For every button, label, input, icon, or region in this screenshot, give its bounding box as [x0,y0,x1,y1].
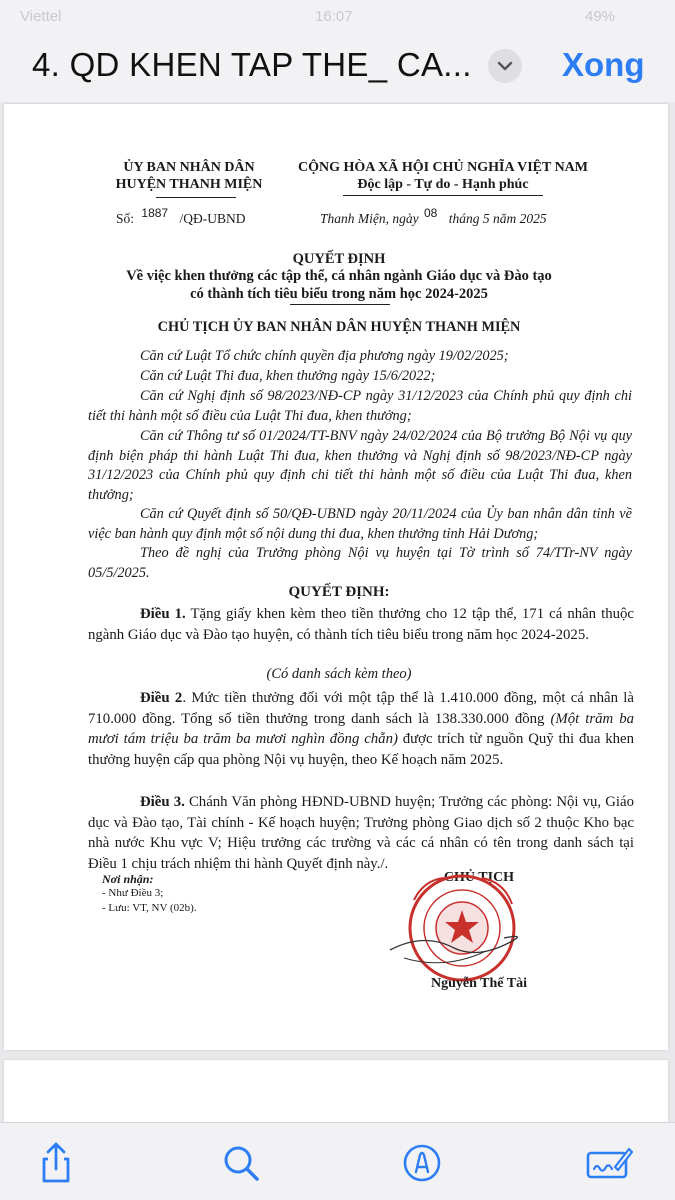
share-button[interactable] [34,1141,78,1185]
document-heading: QUYẾT ĐỊNH [292,251,386,267]
date-place: Thanh Miện, ngày [320,211,419,226]
document-page-2 [4,1060,668,1130]
search-icon [219,1141,263,1185]
carrier-label: Viettel [20,8,62,25]
seal-icon [384,860,534,990]
signature-icon [585,1141,633,1185]
document-page [4,104,668,1050]
recipient-1: - Như Điều 3; [102,887,164,899]
official-seal [384,860,534,990]
share-icon [34,1141,78,1185]
org-name: ỦY BAN NHÂN DÂN [123,160,255,175]
article-1-note: (Có danh sách kèm theo) [266,666,412,682]
doc-date [320,206,547,227]
document-viewer[interactable] [0,102,675,1122]
subject-line-2: có thành tích tiêu biểu trong năm học 2024-2025 [190,286,488,302]
clock: 16:07 [315,8,353,25]
recipients-label: Nơi nhận: [102,872,154,886]
article-3-label: Điều 3. [140,794,185,810]
basis-2: Căn cứ Luật Thi đua, khen thưởng ngày 15/6/2022; [140,368,436,384]
date-rest: tháng 5 năm 2025 [448,211,547,226]
date-day: 08 [424,206,438,220]
signer-name: Nguyễn Thế Tài [431,976,527,991]
bottom-toolbar [0,1122,675,1200]
header-underline-left [156,197,236,198]
subject-underline [290,304,390,305]
document-title: 4. QD KHEN TAP THE_ CA... [32,46,472,83]
article-2-text-2: được trích từ nguồn Quỹ thi đua khen thưởng huyện cấp qua phòng Nội vụ huyện, theo Kế hoạch năm 2025. [88,731,634,768]
article-1 [88,604,634,645]
decision-heading: QUYẾT ĐỊNH: [288,584,390,600]
nation-name: CỘNG HÒA XÃ HỘI CHỦ NGHĨA VIỆT NAM [297,160,588,175]
article-2-amount-words: (Một trăm ba mươi tám triệu ba trăm ba mươi nghìn đồng chẵn) [88,710,634,747]
status-bar [0,0,675,30]
article-2-label: Điều 2 [140,690,183,706]
markup-icon [400,1141,444,1185]
chevron-down-icon [497,60,513,72]
subject-line-1: Về việc khen thưởng các tập thể, cá nhân ngành Giáo dục và Đào tạo [126,268,552,284]
issuing-authority: CHỦ TỊCH ỦY BAN NHÂN DÂN HUYỆN THANH MIỆN [157,319,521,335]
nav-bar [0,30,675,102]
title-menu-button[interactable] [488,49,522,83]
district-name: HUYỆN THANH MIỆN [115,177,263,192]
done-button[interactable]: Xong [562,46,645,83]
doc-number-suffix: /QĐ-UBND [179,211,246,226]
battery-label: 49% [585,8,616,25]
article-2 [88,688,634,770]
article-3 [88,792,634,874]
basis-1: Căn cứ Luật Tổ chức chính quyền địa phương ngày 19/02/2025; [140,348,509,364]
basis-6: Theo đề nghị của Trưởng phòng Nội vụ huyện tại Tờ trình số 74/TTr-NV ngày 05/5/2025. [88,545,632,581]
basis-3: Căn cứ Nghị định số 98/2023/NĐ-CP ngày 31/12/2023 của Chính phủ quy định chi tiết thi hành một số điều của Luật Thi đua, khen thưởng; [88,388,632,424]
doc-number [116,206,246,227]
basis-5: Căn cứ Quyết định số 50/QĐ-UBND ngày 20/11/2024 của Ủy ban nhân dân tỉnh về việc ban hành quy định một số nội dung thi đua, khen thưởng tỉnh Hải Dương; [88,506,632,542]
doc-number-value: 1887 [141,206,169,220]
article-2-text-1: . Mức tiền thưởng đối với một tập thể là 1.410.000 đồng, một cá nhân là 710.000 đồng. Tổng số tiền thưởng trong danh sách là 138.330.000 đồng [88,690,634,727]
basis-4: Căn cứ Thông tư số 01/2024/TT-BNV ngày 24/02/2024 của Bộ trưởng Bộ Nội vụ quy định biện pháp thi hành Luật Thi đua, khen thưởng và Nghị định số 98/2023/NĐ-CP ngày 31/12/2023 của Chính phủ quy định chi tiết thi hành một số điều của Luật Thi đua, khen thưởng; [88,428,632,503]
signer-title: CHỦ TỊCH [443,870,515,885]
article-1-text: Tặng giấy khen kèm theo tiền thưởng cho 12 tập thể, 171 cá nhân thuộc ngành Giáo dục và Đào tạo huyện, có thành tích tiêu biểu trong năm học 2024-2025. [88,606,634,643]
doc-number-label: Số: [116,211,135,226]
article-3-text: Chánh Văn phòng HĐND-UBND huyện; Trưởng các phòng: Nội vụ, Giáo dục và Đào tạo, Tài chính - Kế hoạch huyện; Trưởng phòng Giao dịch số 2 thuộc Kho bạc nhà nước Khu vực V; Hiệu trưởng các trường và các cá nhân có tên trong danh sách tại Điều 1 chịu trách nhiệm thi hành Quyết định này./. [88,794,635,872]
markup-button[interactable] [400,1141,444,1185]
national-motto: Độc lập - Tự do - Hạnh phúc [357,177,529,192]
search-button[interactable] [219,1141,263,1185]
recipient-2: - Lưu: VT, NV (02b). [102,902,197,914]
header-underline-right [343,195,543,196]
article-1-label: Điều 1. [140,606,186,622]
signature-button[interactable] [585,1141,629,1185]
